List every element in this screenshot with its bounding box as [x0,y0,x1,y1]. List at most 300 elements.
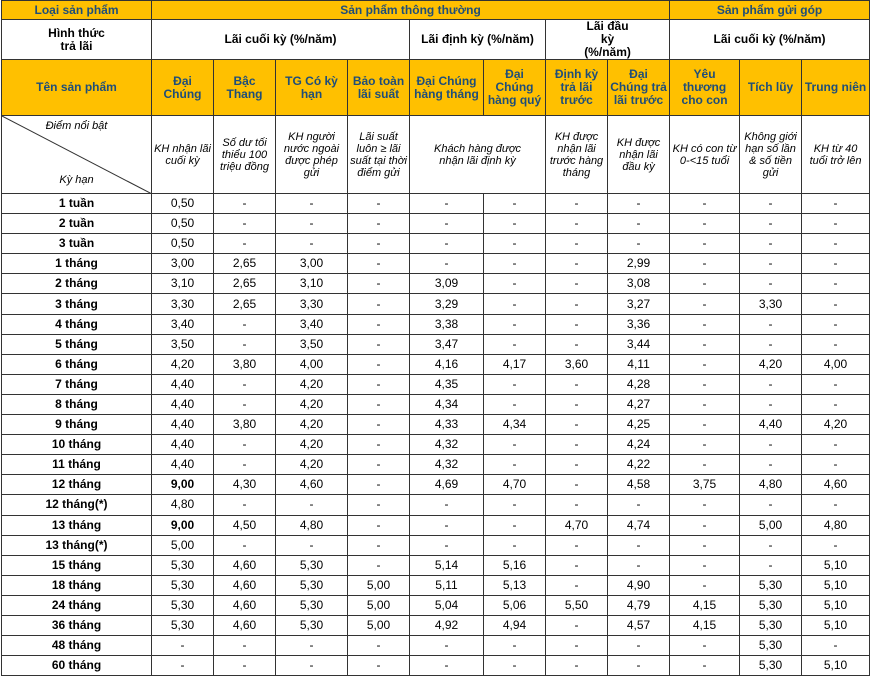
rate-cell: - [670,515,740,535]
rate-cell: 4,70 [546,515,608,535]
rate-cell: 5,04 [410,595,484,615]
term-label: 3 tháng [2,294,152,314]
rate-cell: - [484,656,546,676]
rate-cell: 5,00 [348,595,410,615]
rate-cell: - [608,234,670,254]
highlight-dinh-ky-tra-truoc: KH được nhận lãi trước hàng tháng [546,116,608,194]
rate-cell: - [608,214,670,234]
product-header-9: Tích lũy [740,60,802,116]
rate-cell: - [348,555,410,575]
rate-cell: 4,60 [214,615,276,635]
interest-rate-table [1,0,870,676]
rate-cell: 4,20 [740,354,802,374]
rate-cell: - [348,394,410,414]
rate-cell: 2,65 [214,294,276,314]
rate-cell: - [276,636,348,656]
rate-cell: - [214,374,276,394]
rate-cell: - [348,334,410,354]
highlight-yeu-thuong: KH có con từ 0-<15 tuổi [670,116,740,194]
rate-cell: - [276,194,348,214]
rate-cell: 3,47 [410,334,484,354]
table-row [2,435,870,455]
rate-cell: - [152,656,214,676]
rate-cell: - [740,535,802,555]
rate-cell: 4,60 [276,475,348,495]
table-row [2,294,870,314]
rate-cell: - [670,254,740,274]
term-label: 10 tháng [2,435,152,455]
rate-cell: - [348,495,410,515]
rate-cell: - [670,555,740,575]
rate-cell: - [348,435,410,455]
rate-cell: 3,00 [276,254,348,274]
rate-cell: 4,60 [214,595,276,615]
product-header-7: Đại Chúng trả lãi trước [608,60,670,116]
rate-cell: 3,27 [608,294,670,314]
term-label: 1 tuần [2,194,152,214]
header-group-thong-thuong: Sản phẩm thông thường [152,1,670,20]
rate-cell: - [484,314,546,334]
table-row [2,254,870,274]
rate-cell: - [802,535,870,555]
rate-cell: - [546,334,608,354]
rate-cell: - [410,656,484,676]
term-label: 60 tháng [2,656,152,676]
product-header-2: TG Có kỳ hạn [276,60,348,116]
rate-cell: 4,00 [802,354,870,374]
rate-cell: - [670,354,740,374]
rate-cell: - [802,455,870,475]
header-hinh-thuc: Hình thức trả lãi [2,20,152,60]
rate-cell: 3,36 [608,314,670,334]
term-label: 1 tháng [2,254,152,274]
term-label: 12 tháng [2,475,152,495]
rate-cell: - [546,294,608,314]
rate-cell: - [802,394,870,414]
term-label: 24 tháng [2,595,152,615]
rate-cell: 4,40 [152,435,214,455]
highlight-dai-chung-tra-truoc: KH được nhận lãi đầu kỳ [608,116,670,194]
header-lai-cuoi-ky: Lãi cuối kỳ (%/năm) [152,20,410,60]
rate-cell: - [670,294,740,314]
rate-cell: - [546,575,608,595]
table-row [2,595,870,615]
rate-cell: - [546,194,608,214]
highlight-tg-co-ky-han: KH người nước ngoài được phép gửi [276,116,348,194]
rate-cell: - [348,515,410,535]
rate-cell: - [802,334,870,354]
rate-cell: 5,16 [484,555,546,575]
rate-cell: 0,50 [152,234,214,254]
rate-cell: 5,30 [152,595,214,615]
rate-cell: - [214,535,276,555]
rate-cell: 5,30 [152,555,214,575]
rate-cell: - [348,535,410,555]
rate-cell: - [348,475,410,495]
rate-cell: 3,75 [670,475,740,495]
rate-cell: - [802,294,870,314]
header-loai-san-pham: Loại sản phẩm [2,1,152,20]
product-header-0: Đại Chúng [152,60,214,116]
rate-cell: - [802,435,870,455]
rate-cell: 3,09 [410,274,484,294]
rate-cell: - [214,334,276,354]
rate-cell: 4,33 [410,415,484,435]
rate-cell: 4,40 [152,455,214,475]
table-row [2,656,870,676]
rate-cell: 5,13 [484,575,546,595]
rate-cell: - [670,374,740,394]
term-label: 11 tháng [2,455,152,475]
rate-cell: 5,30 [740,656,802,676]
rate-cell: - [410,636,484,656]
rate-cell: 4,15 [670,595,740,615]
rate-cell: - [670,234,740,254]
rate-cell: - [608,636,670,656]
product-header-4: Đại Chúng hàng tháng [410,60,484,116]
rate-cell: 4,11 [608,354,670,374]
rate-cell: - [740,314,802,334]
rate-cell: 4,80 [152,495,214,515]
product-header-6: Định kỳ trả lãi trước [546,60,608,116]
rate-cell: - [546,455,608,475]
rate-cell: - [802,495,870,515]
rate-cell: - [214,656,276,676]
rate-cell: 3,80 [214,415,276,435]
rate-cell: - [484,234,546,254]
rate-cell: - [802,374,870,394]
rate-cell: - [740,495,802,515]
rate-cell: 4,69 [410,475,484,495]
table-row [2,415,870,435]
rate-cell: 4,17 [484,354,546,374]
table-row [2,475,870,495]
rate-cell: - [484,374,546,394]
rate-cell: 2,65 [214,254,276,274]
rate-cell: 4,60 [214,575,276,595]
rate-cell: - [670,656,740,676]
rate-cell: 5,30 [276,595,348,615]
rate-cell: - [546,656,608,676]
rate-cell: - [740,334,802,354]
rate-cell: - [214,495,276,515]
rate-cell: 4,60 [802,475,870,495]
rate-cell: 4,27 [608,394,670,414]
rate-cell: - [484,515,546,535]
rate-cell: - [348,354,410,374]
rate-rows [2,194,870,676]
rate-cell: - [214,314,276,334]
rate-cell: - [546,475,608,495]
rate-cell: - [484,535,546,555]
rate-cell: - [546,314,608,334]
table-row [2,636,870,656]
rate-cell: - [740,254,802,274]
rate-cell: 4,80 [740,475,802,495]
table-row [2,575,870,595]
rate-cell: 4,20 [276,435,348,455]
rate-cell: 3,44 [608,334,670,354]
rate-cell: - [484,334,546,354]
rate-cell: 5,30 [740,636,802,656]
rate-cell: - [802,234,870,254]
term-label: 4 tháng [2,314,152,334]
rate-cell: - [670,274,740,294]
rate-cell: - [740,455,802,475]
rate-cell: - [546,374,608,394]
rate-cell: - [802,254,870,274]
rate-cell: - [484,294,546,314]
rate-cell: 4,57 [608,615,670,635]
rate-cell: - [670,455,740,475]
rate-cell: 0,50 [152,214,214,234]
rate-cell: - [276,535,348,555]
header-diem-noi-bat: Điểm nổi bật [45,120,108,132]
rate-cell: - [410,495,484,515]
rate-cell: - [546,615,608,635]
rate-cell: - [276,214,348,234]
rate-cell: - [546,636,608,656]
table-row [2,334,870,354]
rate-cell: - [348,374,410,394]
rate-cell: 5,06 [484,595,546,615]
rate-cell: 5,30 [740,575,802,595]
rate-cell: - [740,194,802,214]
product-header-8: Yêu thương cho con [670,60,740,116]
rate-cell: - [214,435,276,455]
rate-cell: - [484,435,546,455]
term-label: 2 tuần [2,214,152,234]
rate-cell: - [740,435,802,455]
rate-cell: - [410,194,484,214]
table-row [2,495,870,515]
rate-cell: - [608,535,670,555]
term-label: 36 tháng [2,615,152,635]
rate-cell: 3,29 [410,294,484,314]
header-group-gui-gop: Sản phẩm gửi góp [670,1,870,20]
diagonal-header-cell [2,116,152,194]
rate-cell: - [670,415,740,435]
rate-cell: - [546,234,608,254]
product-header-10: Trung niên [802,60,870,116]
highlight-bac-thang: Số dư tối thiểu 100 triệu đồng [214,116,276,194]
rate-cell: - [484,214,546,234]
rate-cell: - [484,394,546,414]
term-label: 2 tháng [2,274,152,294]
rate-cell: - [740,214,802,234]
rate-cell: - [348,636,410,656]
rate-cell: 5,00 [152,535,214,555]
rate-cell: 4,22 [608,455,670,475]
rate-cell: 5,14 [410,555,484,575]
rate-cell: 4,58 [608,475,670,495]
header-ten-san-pham: Tên sản phẩm [2,60,152,116]
rate-cell: - [608,656,670,676]
rate-cell: 4,20 [276,415,348,435]
rate-cell: - [348,194,410,214]
rate-cell: - [484,194,546,214]
rate-cell: - [670,636,740,656]
rate-cell: 4,79 [608,595,670,615]
product-header-1: Bậc Thang [214,60,276,116]
rate-cell: - [348,455,410,475]
rate-cell: - [802,214,870,234]
rate-cell: - [410,214,484,234]
rate-cell: - [348,314,410,334]
rate-cell: - [802,274,870,294]
rate-cell: 3,30 [152,294,214,314]
rate-cell: 5,30 [276,575,348,595]
highlight-dinh-ky: Khách hàng được nhận lãi định kỳ [410,116,546,194]
product-header-3: Bảo toàn lãi suất [348,60,410,116]
rate-cell: 2,65 [214,274,276,294]
rate-cell: 3,08 [608,274,670,294]
rate-cell: 4,50 [214,515,276,535]
rate-cell: - [740,274,802,294]
rate-cell: - [348,214,410,234]
rate-cell: - [670,394,740,414]
rate-cell: - [608,555,670,575]
term-label: 5 tháng [2,334,152,354]
term-label: 12 tháng(*) [2,495,152,515]
rate-cell: 0,50 [152,194,214,214]
rate-cell: 5,00 [740,515,802,535]
rate-cell: - [546,394,608,414]
term-label: 8 tháng [2,394,152,414]
term-label: 48 tháng [2,636,152,656]
rate-cell: 4,32 [410,435,484,455]
table-row [2,354,870,374]
rate-cell: - [410,234,484,254]
rate-cell: - [546,535,608,555]
term-label: 9 tháng [2,415,152,435]
rate-cell: 4,24 [608,435,670,455]
rate-cell: 4,40 [152,415,214,435]
rate-cell: - [276,234,348,254]
rate-cell: 4,32 [410,455,484,475]
rate-cell: 4,20 [276,374,348,394]
rate-cell: 3,38 [410,314,484,334]
highlight-bao-toan: Lãi suất luôn ≥ lãi suất tại thời điểm gửi [348,116,410,194]
rate-cell: - [348,274,410,294]
rate-cell: - [410,535,484,555]
term-label: 18 tháng [2,575,152,595]
rate-cell: - [348,294,410,314]
rate-cell: 4,15 [670,615,740,635]
table-row [2,555,870,575]
rate-cell: 5,10 [802,595,870,615]
rate-cell: 9,00 [152,475,214,495]
rate-cell: 5,11 [410,575,484,595]
rate-cell: - [348,656,410,676]
rate-cell: - [802,194,870,214]
rate-cell: - [802,636,870,656]
highlight-trung-nien: KH từ 40 tuổi trở lên [802,116,870,194]
rate-cell: - [670,214,740,234]
rate-cell: 5,30 [740,615,802,635]
rate-cell: 5,10 [802,575,870,595]
term-label: 15 tháng [2,555,152,575]
product-header-5: Đại Chúng hàng quý [484,60,546,116]
table-row [2,274,870,294]
highlight-tich-luy: Không giới hạn số lần & số tiền gửi [740,116,802,194]
rate-cell: 3,10 [276,274,348,294]
rate-cell: 4,25 [608,415,670,435]
term-label: 7 tháng [2,374,152,394]
term-label: 6 tháng [2,354,152,374]
rate-cell: 4,80 [276,515,348,535]
rate-cell: 2,99 [608,254,670,274]
table-row [2,374,870,394]
rate-cell: 4,34 [484,415,546,435]
rate-cell: 5,10 [802,555,870,575]
rate-cell: 5,30 [152,575,214,595]
table-row [2,455,870,475]
rate-cell: 4,92 [410,615,484,635]
rate-cell: - [670,334,740,354]
rate-cell: 4,94 [484,615,546,635]
rate-cell: 4,40 [740,415,802,435]
table-row [2,214,870,234]
header-ky-han: Kỳ hạn [59,174,94,186]
rate-cell: - [740,555,802,575]
header-lai-cuoi-ky-gui-gop: Lãi cuối kỳ (%/năm) [670,20,870,60]
rate-cell: - [740,374,802,394]
rate-cell: - [484,254,546,274]
rate-cell: - [546,274,608,294]
rate-cell: 3,30 [740,294,802,314]
rate-cell: - [546,415,608,435]
term-label: 13 tháng [2,515,152,535]
table-row [2,535,870,555]
rate-cell: 4,40 [152,394,214,414]
header-lai-dinh-ky: Lãi định kỳ (%/năm) [410,20,546,60]
rate-cell: - [214,234,276,254]
rate-cell: 4,28 [608,374,670,394]
rate-cell: - [484,274,546,294]
table-row [2,615,870,635]
table-row [2,515,870,535]
rate-cell: 3,40 [152,314,214,334]
rate-cell: - [608,194,670,214]
rate-cell: 4,35 [410,374,484,394]
rate-cell: 5,10 [802,656,870,676]
rate-cell: - [214,194,276,214]
rate-cell: 5,30 [740,595,802,615]
table-row [2,234,870,254]
rate-cell: - [214,214,276,234]
rate-cell: - [670,535,740,555]
rate-cell: - [546,555,608,575]
rate-cell: 4,00 [276,354,348,374]
rate-cell: - [152,636,214,656]
rate-cell: 3,10 [152,274,214,294]
header-lai-dau-ky: Lãi đầu kỳ (%/năm) [546,20,670,60]
rate-cell: - [214,394,276,414]
rate-cell: - [670,194,740,214]
rate-cell: 3,30 [276,294,348,314]
table-row [2,314,870,334]
rate-cell: - [546,495,608,515]
rate-cell: 4,70 [484,475,546,495]
rate-cell: - [546,254,608,274]
rate-cell: - [484,636,546,656]
rate-cell: 3,00 [152,254,214,274]
rate-cell: 4,30 [214,475,276,495]
rate-cell: - [410,515,484,535]
rate-cell: 4,80 [802,515,870,535]
rate-cell: 4,74 [608,515,670,535]
